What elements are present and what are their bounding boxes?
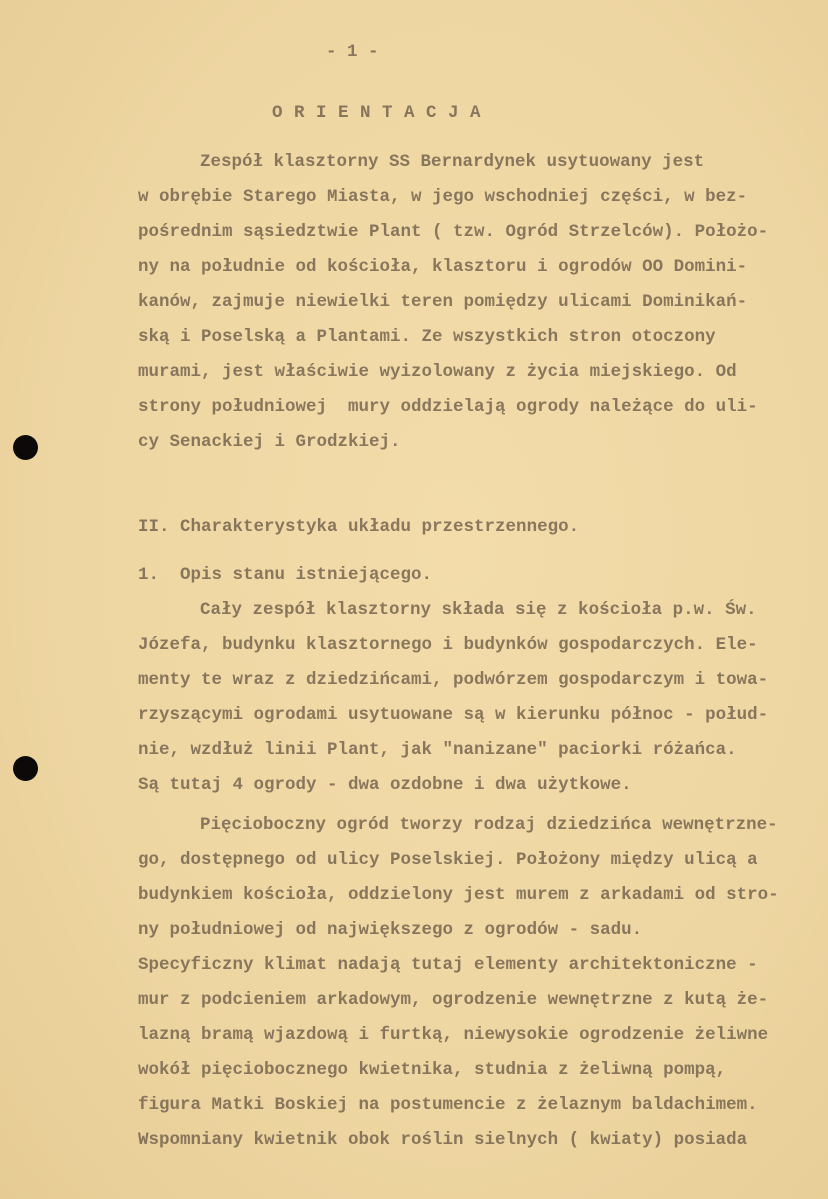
text-line: strony południowej mury oddzielają ogrody należące do uli-: [138, 397, 758, 417]
text-line: murami, jest właściwie wyizolowany z życia miejskiego. Od: [138, 362, 737, 382]
subsection-heading: 1. Opis stanu istniejącego.: [138, 565, 433, 585]
text-line: Józefa, budynku klasztornego i budynków gospodarczych. Ele-: [138, 635, 758, 655]
text-line: Specyficzny klimat nadają tutaj elementy architektoniczne -: [138, 955, 758, 975]
text-line: rzyszącymi ogrodami usytuowane są w kierunku północ - połud-: [138, 705, 769, 725]
text-line: wokół pięciobocznego kwietnika, studnia z żeliwną pompą,: [138, 1060, 727, 1080]
text-line: menty te wraz z dziedzińcami, podwórzem gospodarczym i towa-: [138, 670, 769, 690]
text-line: mur z podcieniem arkadowym, ogrodzenie wewnętrzne z kutą że-: [138, 990, 769, 1010]
text-line: Są tutaj 4 ogrody - dwa ozdobne i dwa użytkowe.: [138, 775, 632, 795]
text-line: Zespół klasztorny SS Bernardynek usytuowany jest: [200, 152, 705, 172]
text-line: Pięcioboczny ogród tworzy rodzaj dziedzińca wewnętrzne-: [200, 815, 778, 835]
page-number: - 1 -: [326, 42, 379, 62]
punch-hole: [13, 435, 38, 460]
text-line: pośrednim sąsiedztwie Plant ( tzw. Ogród Strzelców). Położo-: [138, 222, 769, 242]
text-line: budynkiem kościoła, oddzielony jest murem z arkadami od stro-: [138, 885, 779, 905]
punch-hole: [13, 756, 38, 781]
text-line: ny na południe od kościoła, klasztoru i ogrodów OO Domini-: [138, 257, 748, 277]
text-line: w obrębie Starego Miasta, w jego wschodniej części, w bez-: [138, 187, 748, 207]
text-line: kanów, zajmuje niewielki teren pomiędzy ulicami Dominikań-: [138, 292, 748, 312]
section-heading: II. Charakterystyka układu przestrzennego.: [138, 517, 580, 537]
text-line: nie, wzdłuż linii Plant, jak "nanizane" paciorki różańca.: [138, 740, 737, 760]
text-line: ny południowej od największego z ogrodów - sadu.: [138, 920, 643, 940]
text-line: cy Senackiej i Grodzkiej.: [138, 432, 401, 452]
text-line: go, dostępnego od ulicy Poselskiej. Położony między ulicą a: [138, 850, 758, 870]
text-line: figura Matki Boskiej na postumencie z żelaznym baldachimem.: [138, 1095, 758, 1115]
text-line: Wspomniany kwietnik obok roślin sielnych ( kwiaty) posiada: [138, 1130, 748, 1150]
text-line: Cały zespół klasztorny składa się z kościoła p.w. Św.: [200, 600, 757, 620]
text-line: lazną bramą wjazdową i furtką, niewysokie ogrodzenie żeliwne: [138, 1025, 769, 1045]
text-line: ską i Poselską a Plantami. Ze wszystkich stron otoczony: [138, 327, 716, 347]
document-title: O R I E N T A C J A: [272, 103, 482, 123]
